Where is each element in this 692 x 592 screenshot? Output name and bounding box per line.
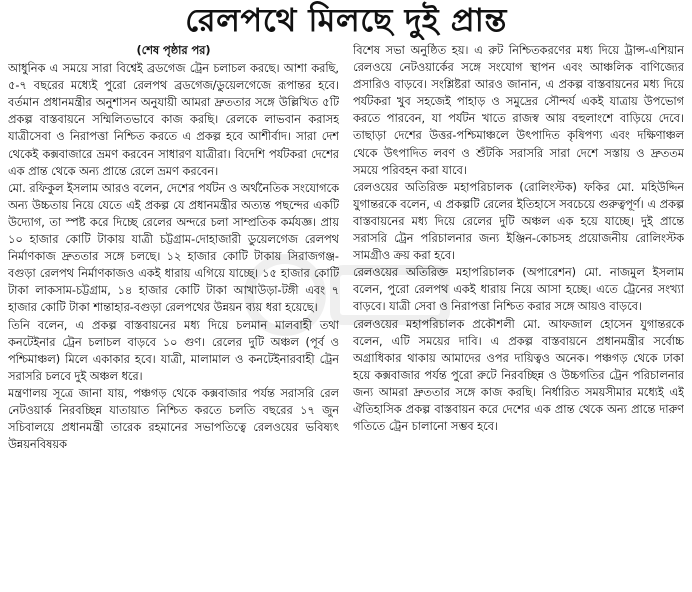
headline: রেলপথে মিলছে দুই প্রান্ত [185,1,507,39]
paragraph: বিশেষ সভা অনুষ্ঠিত হয়। এ রুট নিশ্চিতকরণের মধ্য দিয়ে ট্রান্স-এশিয়ান রেলওয়ে নেটওয়ার্কের সঙ্গে সংযোগ স্থাপন এবং আঞ্চলিক বাণিজ্যের প্রসারিও বাড়বে। সংশ্লিষ্টরা আরও জানান, এ প্রকল্প বাস্তবায়নের মধ্য দিয়ে পর্যটকরা খুব সহজেই পাহাড় ও সমুদ্রের সৌন্দর্য একই যাত্রায় উপভোগ করতে পারবেন, যা পর্যটন খাতে রাজস্ব আয় বহুলাংশে বাড়িয়ে দেবে। তাছাড়া দেশের উত্তর-পশ্চিমাঞ্চলে উৎপাদিত কৃষিপণ্য এবং দক্ষিণাঞ্চল থেকে উৎপাদিত লবণ ও শুঁটকি সরাসরি সারা দেশে সস্তায় ও দ্রুততম সময়ে পরিবহন করা যাবে। [353,44,684,177]
paragraph: মো. রফিকুল ইসলাম আরও বলেন, দেশের পর্যটন ও অর্থনৈতিক সংযোগকে অন্য উচ্চতায় নিয়ে যেতে এই প্রকল্প যে প্রধানমন্ত্রীর অত্যন্ত পছন্দের একটি উদ্যোগ, তা স্পষ্ট করে দিচ্ছে রেলের অন্দরে চলা সাম্প্রতিক কর্মযজ্ঞ। প্রায় ১০ হাজার কোটি টাকায় যাত্রী চট্টগ্রাম-দোহাজারী ডুয়েলগেজ রেলপথ নির্মাণকাজ দ্রুততার সঙ্গে চলছে। ১২ হাজার কোটি টাকায় সিরাজগঞ্জ-বগুড়া রেলপথ নির্মাণকাজও একই ধারায় এগিয়ে যাচ্ছে। ১৫ হাজার কোটি টাকা লাকসাম-চট্টগ্রাম, ১৪ হাজার কোটি টাকা আখাউড়া-টঙ্গী এবং ৭ হাজার কোটি টাকা শান্তাহার-বগুড়া রেলপথের উন্নয়ন ব্যয় ধরা হয়েছে। [8,181,339,315]
left-column [8,42,339,590]
paragraph: মন্ত্রণালয় সূত্রে জানা যায়, পঞ্চগড় থেকে কক্সবাজার পর্যন্ত সরাসরি রেল নেটওয়ার্ক নিরবচ্ছিন্ন যাতায়াত নিশ্চিত করতে চলতি বছরের ১৭ জুন সচিবালয়ে প্রধানমন্ত্রী তারেক রহমানের সভাপতিত্বে রেলওয়ের ভবিষ্যৎ উন্নয়নবিষয়ক [8,386,339,452]
paragraph: রেলওয়ের অতিরিক্ত মহাপরিচালক (রোলিংস্টক) ফকির মো. মহিউদ্দিন যুগান্তরকে বলেন, এ প্রকল্পটি রেলের ইতিহাসে সবচেয়ে গুরুত্বপূর্ণ। এ প্রকল্প বাস্তবায়নের মধ্য দিয়ে রেলের দুটি অঞ্চল এক হয়ে যাচ্ছে। দুই প্রান্তে সরাসরি ট্রেন পরিচালনার জন্য ইঞ্জিন-কোচসহ প্রয়োজনীয় রোলিংস্টক সামগ্রীও ক্রয় করা হবে। [353,180,684,263]
paragraph: রেলওয়ের মহাপরিচালক প্রকৌশলী মো. আফজাল হোসেন যুগান্তরকে বলেন, এটি সময়ের দাবি। এ প্রকল্প বাস্তবায়নে প্রধানমন্ত্রীর সর্বোচ্চ অগ্রাধিকার থাকায় আমাদের ওপর দায়িত্বও অনেক। পঞ্চগড় থেকে ঢাকা হয়ে কক্সবাজার পর্যন্ত পুরো রুটে নিরবচ্ছিন্ন ও উচ্চগতির ট্রেন পরিচালনার জন্য আমরা দ্রুততার সঙ্গে কাজ করছি। নির্ধারিত সময়সীমার মধ্যেই এই ঐতিহাসিক প্রকল্প বাস্তবায়ন করে দেশের এক প্রান্ত থেকে অন্য প্রান্তে দারুণ গতিতে ট্রেন চালানো সম্ভব হবে। [353,317,684,434]
paragraph: রেলওয়ের অতিরিক্ত মহাপরিচালক (অপারেশন) মো. নাজমুল ইসলাম বলেন, পুরো রেলপথ একই ধারায় নিয়ে আসা হচ্ছে। এতে ট্রেনের সংখ্যা বাড়বে। যাত্রী সেবা ও নিরাপত্তা নিশ্চিত করার সঙ্গে আয়ও বাড়বে। [353,266,684,314]
paragraph: আধুনিক এ সময়ে সারা বিশ্বেই ব্রডগেজ ট্রেন চলাচল করছে। আশা করছি, ৫-৭ বছরের মধ্যেই পুরো রেলপথ ব্রডগেজ/ডুয়েলগেজে রূপান্তর হবে। বর্তমান প্রধানমন্ত্রীর অনুশাসন অনুযায়ী আমরা দ্রুততার সঙ্গে উল্লিখিত ৫টি প্রকল্প বাস্তবায়নে সম্মিলিতভাবে কাজ করছি। রেলকে লাভবান করাসহ যাত্রীসেবা ও নিরাপত্তা নিশ্চিত করতে এ প্রকল্প হবে আশীর্বাদ। সারা দেশ থেকেই কক্সবাজারে ভ্রমণ করবেন সাধারণ যাত্রীরা। বিদেশি পর্যটকরা দেশের এক প্রান্ত থেকে অন্য প্রান্তে রেলে ভ্রমণ করবেন। [8,62,339,178]
article-body [8,42,684,590]
right-column [353,42,684,590]
continued-label: (শেষ পৃষ্ঠার পর) [136,44,211,57]
paragraph: তিনি বলেন, এ প্রকল্প বাস্তবায়নের মধ্য দিয়ে চলমান মালবাহী তথা কনটেইনার ট্রেন চলাচল বাড়বে ১০ গুণ। রেলের দুটি অঞ্চল (পূর্ব ও পশ্চিমাঞ্চল) মিলে একাকার হবে। যাত্রী, মালামাল ও কনটেইনারবাহী ট্রেন সরাসরি চলবে দুই অঞ্চল ধরে। [8,318,339,383]
